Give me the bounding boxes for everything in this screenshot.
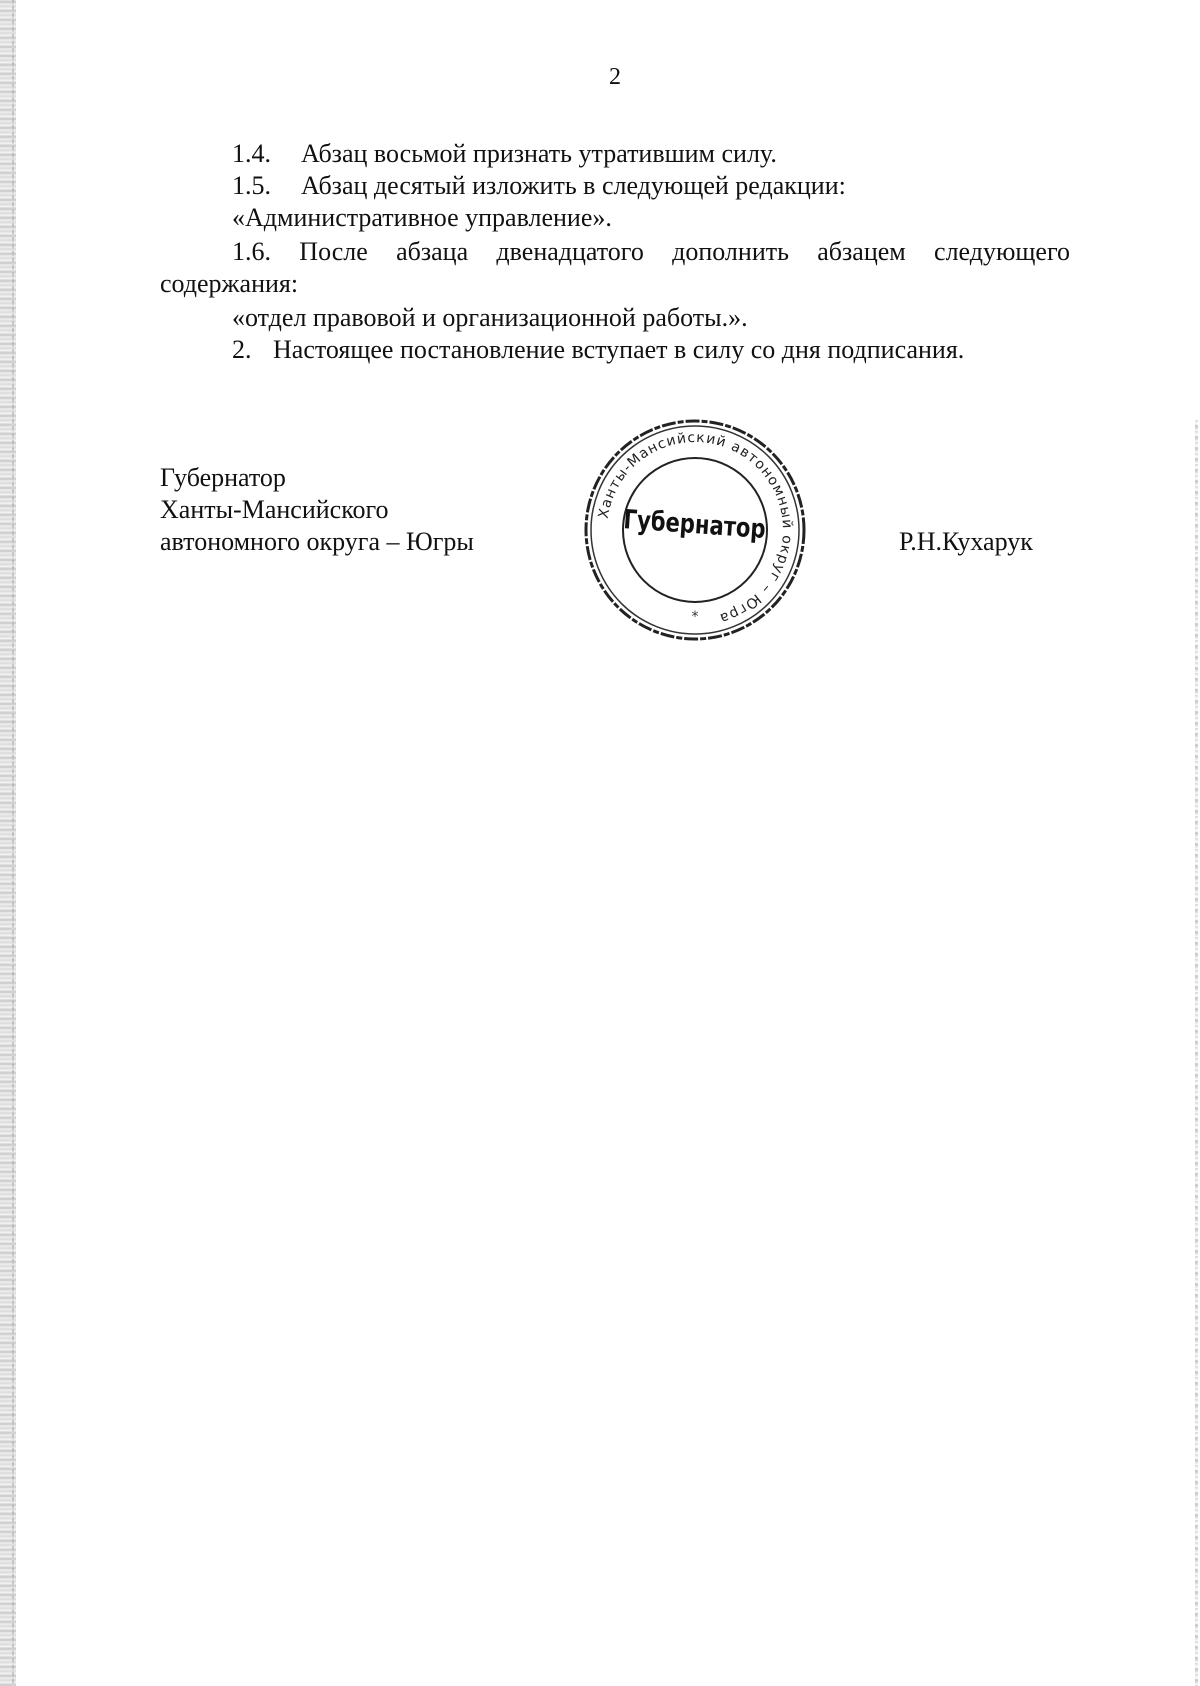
seal-stamp-icon [582,417,808,643]
position-line: автономного округа – Югры [160,527,474,556]
signatory-name: Р.Н.Кухарук [899,527,1033,556]
paragraph-1-5-quote: «Административное управление». [232,203,612,232]
paragraph-1-6 [232,236,1070,268]
item-number: 1.4. [232,139,271,168]
word: абзацем [817,237,906,266]
position-line: Ханты-Мансийского [160,495,389,524]
word: абзаца [396,237,469,266]
item-number: 1.6. [232,237,271,266]
paragraph-1-5 [232,170,846,202]
seal-center-text: Губернатор [622,503,767,545]
word: дополнить [672,237,789,266]
item-text: Настоящее постановление вступает в силу со дня подписания. [273,335,965,364]
paragraph-2 [232,334,964,366]
official-seal [582,417,808,643]
seal-star: * [691,609,699,625]
seal-ring-text: Ханты-Мансийский автономный округ – Югра [595,429,796,627]
item-number: 1.5. [232,171,271,200]
signatory-position [160,462,474,558]
paragraph-1-6-continuation: содержания: [160,269,299,298]
paragraph-1-6-quote: «отдел правовой и организационной работы.». [232,303,748,332]
scan-edge-left [0,0,16,1686]
paragraph-1-4 [232,138,777,170]
position-line: Губернатор [160,463,286,492]
word: следующего [934,237,1070,266]
word: После [299,237,368,266]
word: двенадцатого [496,237,644,266]
scan-edge-right [1195,420,1198,1686]
item-number: 2. [232,335,252,364]
item-text: Абзац восьмой признать утратившим силу. [301,139,777,168]
item-text: Абзац десятый изложить в следующей редакции: [301,171,846,200]
page-number: 2 [609,64,621,90]
